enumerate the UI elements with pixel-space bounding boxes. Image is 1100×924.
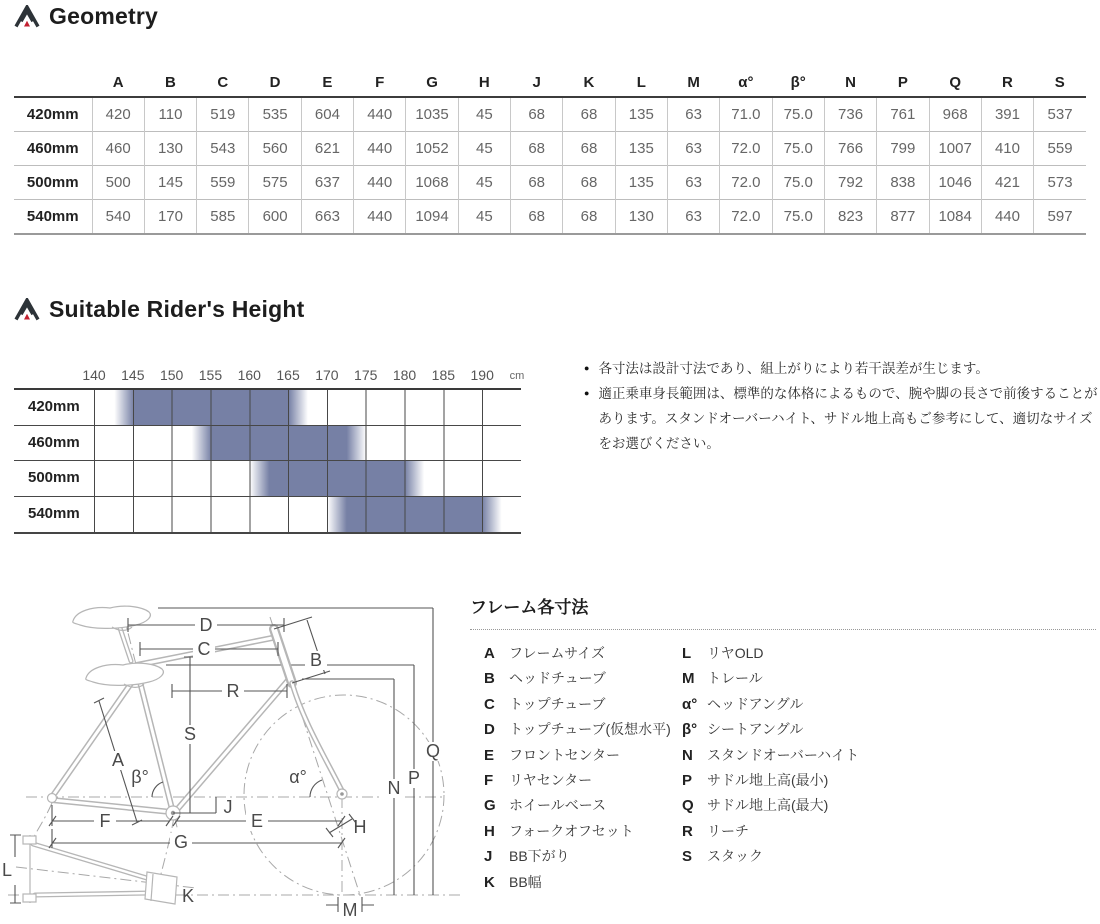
height-range-bar bbox=[95, 390, 521, 425]
legend-item bbox=[682, 694, 859, 719]
legend-item-key: Q bbox=[682, 797, 694, 815]
geo-row bbox=[14, 97, 1086, 132]
geo-cell: 68 bbox=[563, 166, 615, 200]
legend-item bbox=[484, 846, 682, 871]
note-text: 適正乗車身長範囲は、標準的な体格によるもので、腕や脚の長さで前後することがあります。スタンドオーバーハイト、サドル地上高もご参考にして、適切なサイズをお選びください。 bbox=[598, 386, 1098, 451]
chart-grid bbox=[14, 388, 521, 534]
geo-column-header: P bbox=[877, 68, 929, 97]
legend-item-key: α° bbox=[682, 695, 698, 713]
legend-item-label: フロントセンター bbox=[509, 746, 621, 763]
geo-cell: 170 bbox=[144, 200, 196, 235]
legend-item-key: E bbox=[484, 746, 495, 764]
geo-row-label: 420mm bbox=[14, 97, 92, 132]
note-item bbox=[584, 356, 1098, 381]
geo-cell: 75.0 bbox=[772, 97, 824, 132]
legend-item bbox=[682, 668, 859, 693]
axis-tick-label: 185 bbox=[431, 367, 456, 383]
geo-cell: 45 bbox=[458, 200, 510, 235]
geo-column-header: B bbox=[144, 68, 196, 97]
height-bar-area bbox=[94, 390, 521, 425]
dim-label-K: K bbox=[182, 886, 195, 906]
axis-tick-label: 180 bbox=[392, 367, 417, 383]
legend-item bbox=[484, 872, 682, 897]
geo-column-header: E bbox=[301, 68, 353, 97]
geo-cell: 63 bbox=[667, 166, 719, 200]
geo-cell: 68 bbox=[511, 132, 563, 166]
legend-item-label: ヘッドアングル bbox=[707, 695, 804, 712]
legend-item-key: G bbox=[484, 797, 496, 815]
legend-item-label: サドル地上高(最小) bbox=[707, 771, 829, 788]
geo-cell: 600 bbox=[249, 200, 301, 235]
geo-column-header: M bbox=[667, 68, 719, 97]
legend-item-label: ヘッドチューブ bbox=[509, 670, 606, 687]
note-text: 各寸法は設計寸法であり、組上がりにより若干誤差が生じます。 bbox=[598, 361, 989, 376]
axis-tick-label: 190 bbox=[470, 367, 494, 383]
geo-cell: 877 bbox=[877, 200, 929, 235]
geo-cell: 63 bbox=[667, 132, 719, 166]
saddle-min-position bbox=[86, 663, 164, 685]
height-range-bar bbox=[95, 497, 521, 533]
geo-cell: 792 bbox=[824, 166, 876, 200]
axis-tick-label: 170 bbox=[315, 367, 339, 383]
height-bar-area bbox=[94, 426, 521, 461]
geo-cell: 68 bbox=[511, 166, 563, 200]
geo-cell: 585 bbox=[197, 200, 249, 235]
height-chart-row bbox=[14, 426, 521, 462]
geo-cell: 736 bbox=[824, 97, 876, 132]
height-bar-area bbox=[94, 461, 521, 496]
legend-item bbox=[682, 846, 859, 871]
geo-row-label: 500mm bbox=[14, 166, 92, 200]
geo-cell: 500 bbox=[92, 166, 144, 200]
rider-height-title: Suitable Rider's Height bbox=[49, 296, 305, 322]
legend-item-label: シートアングル bbox=[707, 721, 804, 738]
legend-item-label: トップチューブ(仮想水平) bbox=[509, 721, 671, 738]
geo-cell: 559 bbox=[1034, 132, 1086, 166]
legend-item-key: H bbox=[484, 822, 495, 840]
dim-label-L: L bbox=[2, 860, 13, 880]
legend-item-key: R bbox=[682, 822, 693, 840]
legend-item-label: リーチ bbox=[707, 822, 749, 839]
brand-logo-icon bbox=[14, 298, 40, 321]
geo-cell: 1007 bbox=[929, 132, 981, 166]
legend-item-label: BB下がり bbox=[509, 848, 570, 865]
geo-column-header: N bbox=[824, 68, 876, 97]
geo-cell: 838 bbox=[877, 166, 929, 200]
geo-row-label: 540mm bbox=[14, 200, 92, 235]
legend-item bbox=[682, 719, 859, 744]
legend-item-key: β° bbox=[682, 721, 698, 739]
geo-cell: 420 bbox=[92, 97, 144, 132]
geo-column-header: S bbox=[1034, 68, 1086, 97]
legend-item-label: リヤセンター bbox=[509, 771, 593, 788]
legend-item bbox=[484, 719, 682, 744]
legend-item-key: B bbox=[484, 670, 495, 688]
rider-height-chart bbox=[14, 358, 525, 534]
geo-cell: 72.0 bbox=[720, 132, 772, 166]
height-chart-row bbox=[14, 497, 521, 533]
geo-column-header: C bbox=[197, 68, 249, 97]
geo-column-header: F bbox=[354, 68, 406, 97]
height-chart-row bbox=[14, 390, 521, 426]
legend-item-label: サドル地上高(最大) bbox=[707, 797, 829, 814]
geo-cell: 75.0 bbox=[772, 132, 824, 166]
legend-item-label: スタンドオーバーハイト bbox=[707, 746, 860, 763]
geo-cell: 1094 bbox=[406, 200, 458, 235]
legend-item bbox=[484, 643, 682, 668]
geo-cell: 440 bbox=[354, 97, 406, 132]
dim-label-F: F bbox=[99, 811, 111, 831]
geo-cell: 540 bbox=[92, 200, 144, 235]
axis-tick-label: 165 bbox=[276, 367, 300, 383]
legend-item-label: トレール bbox=[707, 670, 763, 687]
geo-cell: 75.0 bbox=[772, 200, 824, 235]
geo-cell: 72.0 bbox=[720, 166, 772, 200]
bullet-icon: ● bbox=[584, 388, 590, 398]
legend-item bbox=[484, 668, 682, 693]
dim-label-beta: β° bbox=[131, 767, 149, 787]
geo-cell: 63 bbox=[667, 200, 719, 235]
axis-tick-label: 150 bbox=[159, 367, 184, 383]
dim-label-G: G bbox=[173, 832, 189, 852]
legend-item-label: フォークオフセット bbox=[509, 822, 634, 839]
legend-item-key: D bbox=[484, 721, 495, 739]
bullet-icon: ● bbox=[584, 363, 590, 373]
height-range-bar bbox=[95, 461, 521, 496]
geo-cell: 823 bbox=[824, 200, 876, 235]
geo-cell: 72.0 bbox=[720, 200, 772, 235]
geo-cell: 1068 bbox=[406, 166, 458, 200]
geo-cell: 130 bbox=[615, 200, 667, 235]
rear-view-inset bbox=[10, 835, 177, 904]
dim-label-D: D bbox=[199, 615, 213, 635]
geo-cell: 663 bbox=[301, 200, 353, 235]
legend-item-label: フレームサイズ bbox=[509, 645, 606, 661]
axis-tick-label: 140 bbox=[82, 367, 106, 383]
dim-label-N: N bbox=[387, 778, 401, 798]
dim-label-H: H bbox=[353, 817, 367, 837]
geometry-table bbox=[14, 68, 1086, 235]
legend-item bbox=[682, 821, 859, 846]
dim-label-M: M bbox=[342, 900, 358, 920]
axis-unit-label: cm bbox=[509, 370, 525, 382]
height-row-label: 500mm bbox=[28, 469, 80, 486]
axis-tick-label: 155 bbox=[198, 367, 223, 383]
dim-label-B: B bbox=[309, 650, 323, 670]
geo-cell: 1035 bbox=[406, 97, 458, 132]
geo-cell: 45 bbox=[458, 132, 510, 166]
geo-cell: 573 bbox=[1034, 166, 1086, 200]
frame-dimension-diagram bbox=[0, 585, 470, 924]
geo-column-header: R bbox=[981, 68, 1033, 97]
geo-column-header: G bbox=[406, 68, 458, 97]
brand-logo-icon bbox=[14, 5, 40, 28]
geo-cell: 145 bbox=[144, 166, 196, 200]
legend-item bbox=[484, 770, 682, 795]
geo-cell: 604 bbox=[301, 97, 353, 132]
legend-item-label: スタック bbox=[707, 848, 763, 865]
geo-column-header: D bbox=[249, 68, 301, 97]
legend-item-key: P bbox=[682, 771, 693, 789]
geo-column-header: H bbox=[458, 68, 510, 97]
legend-item-label: BB幅 bbox=[509, 873, 542, 890]
legend-item-key: F bbox=[484, 771, 494, 789]
geo-cell: 71.0 bbox=[720, 97, 772, 132]
legend-item-key: L bbox=[682, 645, 692, 662]
geo-cell: 766 bbox=[824, 132, 876, 166]
geo-cell: 68 bbox=[563, 132, 615, 166]
geo-cell: 110 bbox=[144, 97, 196, 132]
height-chart-row bbox=[14, 461, 521, 497]
legend-item-key: K bbox=[484, 873, 495, 891]
legend-item bbox=[484, 745, 682, 770]
geo-column-header: A bbox=[92, 68, 144, 97]
geo-cell: 440 bbox=[354, 132, 406, 166]
legend-item bbox=[682, 795, 859, 820]
geo-cell: 440 bbox=[354, 166, 406, 200]
legend-item bbox=[484, 795, 682, 820]
geo-row bbox=[14, 166, 1086, 200]
geo-cell: 68 bbox=[511, 200, 563, 235]
corner-cell bbox=[14, 68, 92, 97]
chart-notes bbox=[584, 356, 1098, 456]
legend-title: フレーム各寸法 bbox=[470, 593, 1096, 630]
geo-cell: 560 bbox=[249, 132, 301, 166]
dim-label-E: E bbox=[250, 811, 264, 831]
geo-column-header: J bbox=[511, 68, 563, 97]
geo-column-header: Q bbox=[929, 68, 981, 97]
legend-item bbox=[484, 821, 682, 846]
dim-label-C: C bbox=[197, 639, 211, 659]
legend-item-label: リヤOLD bbox=[707, 645, 764, 661]
geo-cell: 68 bbox=[563, 97, 615, 132]
geo-cell: 543 bbox=[197, 132, 249, 166]
legend-item-key: A bbox=[484, 645, 495, 662]
height-row-label: 460mm bbox=[28, 433, 80, 451]
legend-item-label: トップチューブ bbox=[509, 695, 606, 712]
geo-cell: 1052 bbox=[406, 132, 458, 166]
geo-column-header: K bbox=[563, 68, 615, 97]
dim-label-P: P bbox=[407, 768, 421, 788]
geo-cell: 460 bbox=[92, 132, 144, 166]
legend-left-column bbox=[484, 643, 682, 897]
geo-cell: 559 bbox=[197, 166, 249, 200]
geo-cell: 75.0 bbox=[772, 166, 824, 200]
axis-tick-label: 145 bbox=[121, 367, 145, 383]
dim-label-Q: Q bbox=[425, 741, 441, 761]
geo-cell: 68 bbox=[511, 97, 563, 132]
legend-item bbox=[682, 745, 859, 770]
dim-label-R: R bbox=[226, 681, 240, 701]
legend-item bbox=[682, 643, 859, 668]
dim-label-A: A bbox=[111, 750, 125, 770]
geo-cell: 410 bbox=[981, 132, 1033, 166]
geo-cell: 575 bbox=[249, 166, 301, 200]
rear-dropout bbox=[48, 794, 57, 803]
height-bar-area bbox=[94, 497, 521, 533]
legend-item-label: ホイールベース bbox=[509, 797, 607, 814]
dim-label-J: J bbox=[223, 797, 233, 817]
geo-cell: 440 bbox=[354, 200, 406, 235]
legend-item-key: N bbox=[682, 746, 693, 764]
geometry-header-row bbox=[14, 68, 1086, 97]
legend-item-key: S bbox=[682, 848, 693, 866]
geo-cell: 135 bbox=[615, 97, 667, 132]
frame-dimension-legend bbox=[470, 593, 1096, 897]
geo-cell: 440 bbox=[981, 200, 1033, 235]
axis-tick-label: 160 bbox=[237, 367, 261, 383]
geo-row-label: 460mm bbox=[14, 132, 92, 166]
geo-cell: 535 bbox=[249, 97, 301, 132]
legend-item-key: C bbox=[484, 695, 495, 713]
geo-cell: 45 bbox=[458, 166, 510, 200]
geo-row bbox=[14, 132, 1086, 166]
geo-cell: 135 bbox=[615, 132, 667, 166]
geo-cell: 421 bbox=[981, 166, 1033, 200]
geo-cell: 135 bbox=[615, 166, 667, 200]
geo-cell: 968 bbox=[929, 97, 981, 132]
geometry-section-header bbox=[14, 3, 158, 30]
legend-item bbox=[484, 694, 682, 719]
rider-height-section-header bbox=[14, 296, 304, 323]
geo-column-header: β° bbox=[772, 68, 824, 97]
height-range-bar bbox=[95, 426, 521, 461]
dim-label-alpha: α° bbox=[289, 767, 307, 787]
geo-cell: 519 bbox=[197, 97, 249, 132]
geo-cell: 130 bbox=[144, 132, 196, 166]
geo-column-header: L bbox=[615, 68, 667, 97]
geo-cell: 799 bbox=[877, 132, 929, 166]
geo-cell: 621 bbox=[301, 132, 353, 166]
geo-cell: 68 bbox=[563, 200, 615, 235]
geo-cell: 537 bbox=[1034, 97, 1086, 132]
geo-row bbox=[14, 200, 1086, 235]
geo-cell: 1046 bbox=[929, 166, 981, 200]
legend-item-key: J bbox=[484, 848, 493, 866]
geo-cell: 63 bbox=[667, 97, 719, 132]
geo-cell: 761 bbox=[877, 97, 929, 132]
axis-tick-label: 175 bbox=[354, 367, 378, 383]
geo-cell: 45 bbox=[458, 97, 510, 132]
legend-item bbox=[682, 770, 859, 795]
legend-right-column bbox=[682, 643, 859, 897]
height-row-label: 540mm bbox=[28, 504, 80, 522]
geometry-table-wrap bbox=[14, 68, 1086, 235]
dim-label-S: S bbox=[183, 724, 197, 744]
geo-column-header: α° bbox=[720, 68, 772, 97]
chart-axis-ticks bbox=[14, 358, 525, 388]
note-item bbox=[584, 381, 1098, 456]
geo-cell: 1084 bbox=[929, 200, 981, 235]
geo-cell: 637 bbox=[301, 166, 353, 200]
geo-cell: 391 bbox=[981, 97, 1033, 132]
geo-cell: 597 bbox=[1034, 200, 1086, 235]
height-row-label: 420mm bbox=[28, 398, 80, 415]
geometry-title: Geometry bbox=[49, 3, 158, 29]
legend-item-key: M bbox=[682, 670, 695, 688]
